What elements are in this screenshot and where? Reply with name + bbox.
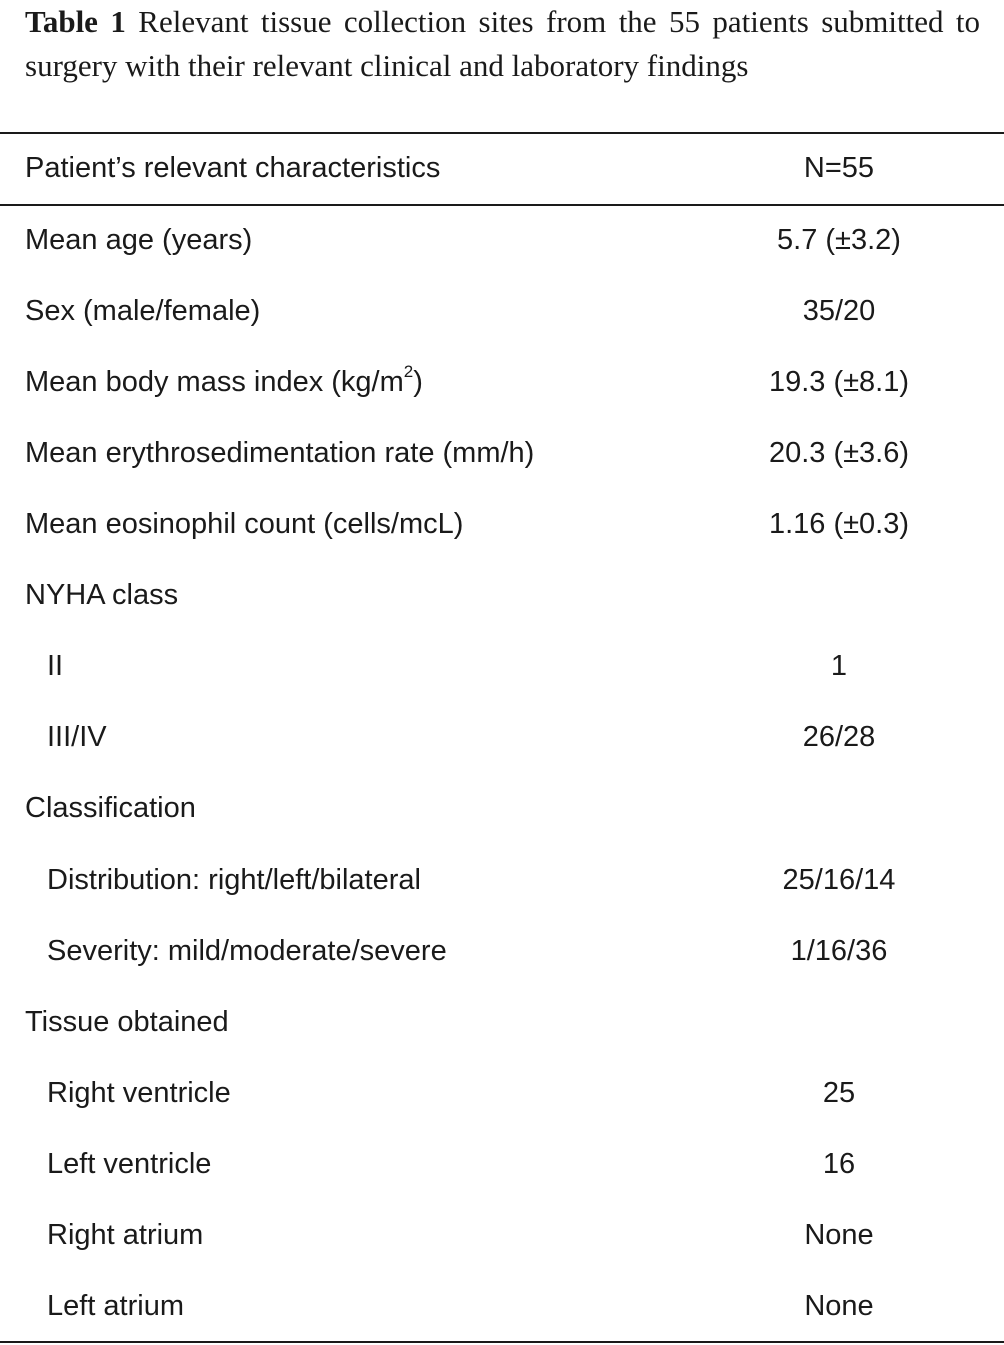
table-row	[0, 702, 1004, 773]
section-label: Tissue obtained	[25, 1006, 229, 1038]
row-label: Right ventricle	[47, 1077, 231, 1109]
row-label: Sex (male/female)	[25, 295, 261, 327]
row-value: 19.3 (±8.1)	[768, 366, 910, 398]
row-value: 5.7 (±3.2)	[777, 224, 901, 256]
row-value: 16	[822, 1148, 856, 1180]
table-row	[0, 1271, 1004, 1342]
row-label-suffix: )	[413, 366, 423, 398]
row-label: Left atrium	[47, 1290, 184, 1322]
table-section-row	[0, 987, 1004, 1058]
table-row	[0, 205, 1004, 276]
row-value: 26/28	[802, 721, 876, 753]
row-label: Mean eosinophil count (cells/mcL)	[25, 508, 464, 540]
table-row	[0, 1058, 1004, 1129]
table-row	[0, 916, 1004, 987]
row-label-text: Mean body mass index (kg/m	[25, 366, 404, 398]
section-label: Classification	[25, 792, 196, 824]
table-caption	[25, 0, 980, 88]
table-row	[0, 845, 1004, 916]
row-label: III/IV	[47, 721, 107, 753]
row-value: 35/20	[802, 295, 876, 327]
row-value: 1.16 (±0.3)	[768, 508, 910, 540]
table-number: Table 1	[25, 4, 126, 39]
table-header-row	[0, 133, 1004, 204]
row-label	[25, 347, 423, 418]
table-row	[0, 1129, 1004, 1200]
table-bottom-rule	[0, 1341, 1004, 1343]
table-caption-text: Relevant tissue collection sites from the 55 patients submitted to surgery with their relevant clinical and laboratory findings	[25, 4, 980, 83]
table-row	[0, 418, 1004, 489]
row-value: 20.3 (±3.6)	[768, 437, 910, 469]
table-section-row	[0, 773, 1004, 844]
row-value: 1	[830, 650, 848, 682]
table-row	[0, 489, 1004, 560]
header-n: N=55	[803, 152, 875, 184]
superscript: 2	[403, 362, 414, 381]
table-row	[0, 347, 1004, 418]
row-value: 1/16/36	[790, 935, 888, 967]
row-label: II	[47, 650, 64, 682]
row-label: Mean age (years)	[25, 224, 253, 256]
row-label: Left ventricle	[47, 1148, 212, 1180]
table-row	[0, 631, 1004, 702]
row-label: Right atrium	[47, 1219, 204, 1251]
row-value: None	[804, 1290, 874, 1322]
row-label: Severity: mild/moderate/severe	[47, 935, 447, 967]
table-section-row	[0, 560, 1004, 631]
section-label: NYHA class	[25, 579, 179, 611]
row-value: 25/16/14	[782, 864, 896, 896]
table-row	[0, 276, 1004, 347]
table-row	[0, 1200, 1004, 1271]
header-characteristics: Patient’s relevant characteristics	[25, 152, 441, 184]
row-value: 25	[822, 1077, 856, 1109]
row-label: Distribution: right/left/bilateral	[47, 864, 421, 896]
row-label: Mean erythrosedimentation rate (mm/h)	[25, 437, 535, 469]
row-value: None	[804, 1219, 874, 1251]
